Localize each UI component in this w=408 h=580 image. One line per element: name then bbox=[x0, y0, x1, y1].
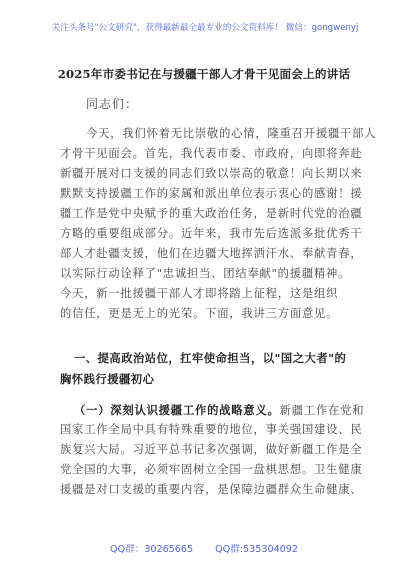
subsection-line: 族复兴大局。习近平总书记多次强调，做好新疆工作是全 bbox=[60, 443, 363, 456]
footer-qq-group-1: QQ群：30265665 bbox=[110, 544, 194, 555]
paragraph-line: 今天，新一批援疆干部人才即将踏上征程，这是组织 bbox=[60, 287, 339, 300]
subsection-first-line bbox=[74, 400, 365, 421]
subsection-line: 党全国的大事，必须牢固树立全国一盘棋思想。卫生健康 bbox=[60, 463, 363, 476]
section-heading: 一、提高政治站位，扛牢使命担当，以"国之大者"的 bbox=[74, 351, 347, 365]
section-heading-continued: 胸怀践行援疆初心 bbox=[60, 372, 155, 386]
paragraph-line: 部人才赴疆支援，他们在边疆大地挥洒汗水、奉献青春， bbox=[60, 247, 363, 260]
paragraph-line: 默默支持援疆工作的家属和派出单位表示衷心的感谢！援 bbox=[60, 187, 363, 200]
subsection-line: 国家工作全局中具有特殊重要的地位，事关强国建设、民 bbox=[60, 423, 363, 436]
greeting: 同志们： bbox=[86, 97, 139, 111]
subsection-heading: （一）深刻认识援疆工作的战略意义。 bbox=[74, 403, 280, 417]
paragraph-line: 才骨干见面会。首先，我代表市委、市政府，向即将奔赴 bbox=[60, 147, 363, 160]
subsection-line: 援疆是对口支援的重要内容，是保障边疆群众生命健康、 bbox=[60, 483, 363, 496]
footer-qq-group-2: QQ群:535304092 bbox=[215, 544, 298, 555]
footer bbox=[0, 541, 408, 555]
paragraph-line: 今天，我们怀着无比崇敬的心情，隆重召开援疆干部人 bbox=[86, 127, 377, 140]
subsection-text: 新疆工作在党和 bbox=[279, 404, 365, 417]
document-title: 2025年市委书记在与援疆干部人才骨干见面会上的讲话 bbox=[57, 67, 351, 81]
paragraph-line: 新疆开展对口支援的同志们致以崇高的敬意！向长期以来 bbox=[60, 167, 363, 180]
paragraph-line: 的信任，更是无上的光荣。下面，我讲三方面意见。 bbox=[60, 307, 339, 320]
paragraph-line: 方略的重要组成部分。近年来，我市先后选派多批优秀干 bbox=[60, 227, 363, 240]
top-banner: 关注头条号"公文研究"，获得最新最全最专业的公文资料库！ 微信：gongwenyj bbox=[51, 23, 359, 33]
paragraph-line: 疆工作是党中央赋予的重大政治任务，是新时代党的治疆 bbox=[60, 207, 363, 220]
paragraph-line: 以实际行动诠释了"忠诚担当、团结奉献"的援疆精神。 bbox=[60, 267, 351, 280]
